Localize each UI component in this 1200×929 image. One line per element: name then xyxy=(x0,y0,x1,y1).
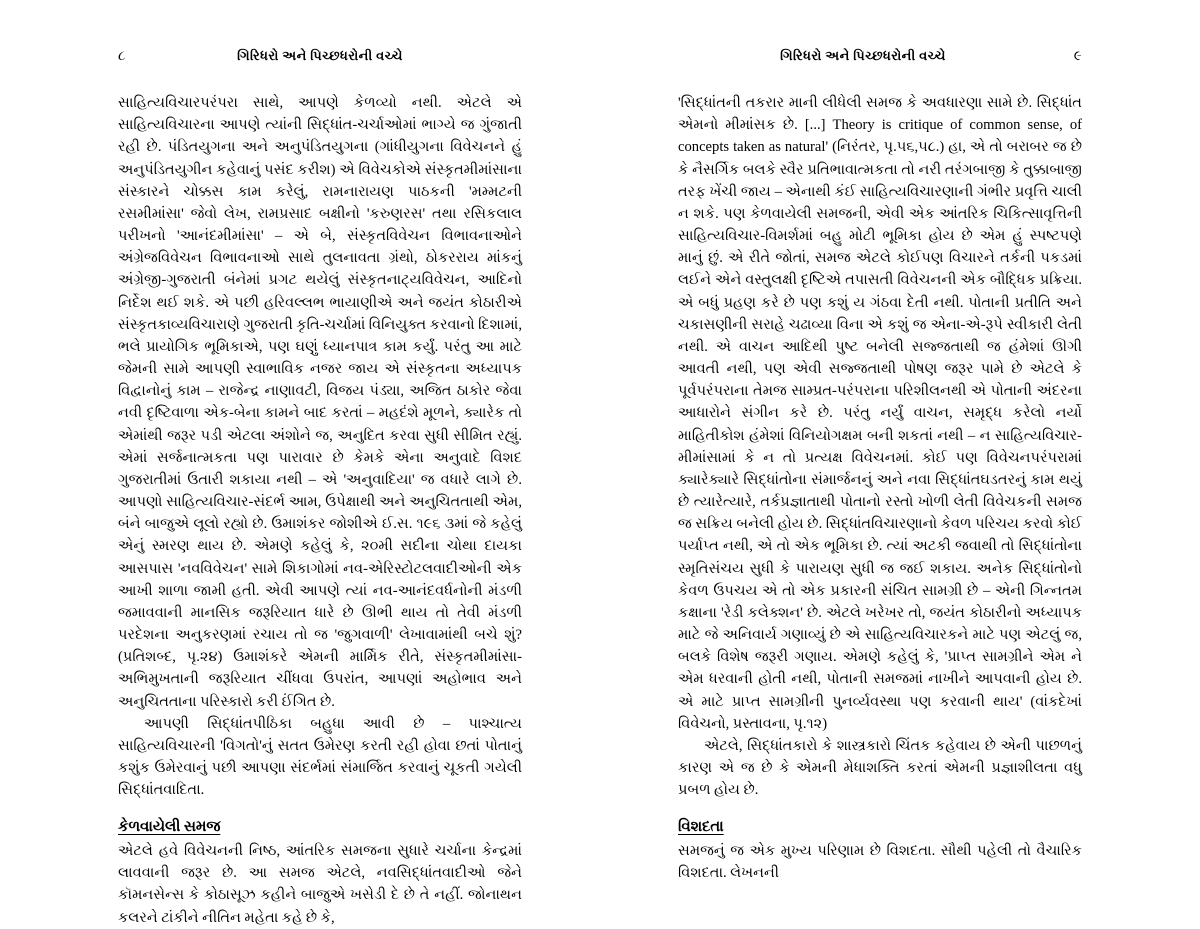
right-page-header xyxy=(678,48,1082,66)
left-page-folio: ૮ xyxy=(118,48,126,63)
paragraph: આપણી સિદ્ધાંતપીઠિકા બહુધા આવી છે – પાશ્ચાત્ય સાહિત્યવિચારની 'વિગતો'નું સતત ઉમેરણ કરતી રહી હોવા છતાં પોતાનું કશુંક ઉમેરવાનું પછી આપણા સંદર્ભમાં સંમાર્જિત કરવાનું ચૂકતી ગયેલી સિદ્ધાંતવાદિતા. xyxy=(118,715,522,799)
right-page-folio: ૯ xyxy=(1073,48,1082,63)
paragraph: સમજનું જ એક મુખ્ય પરિણામ છે વિશદતા. સૌથી પહેલી તો વૈચારિક વિશદતા. લેખનની xyxy=(678,842,1082,882)
right-running-head: ગિરિધરો અને પિચ્છધરોની વચ્ચે xyxy=(780,48,946,63)
section-heading-vishadata: વિશદતા xyxy=(678,818,724,835)
right-page-body xyxy=(678,92,1082,884)
right-page xyxy=(600,0,1200,882)
section-heading-kelvayeli-samaj: કેળવાયેલી સમજ xyxy=(118,818,221,835)
paragraph: એટલે, સિદ્ધાંતકારો કે શાસ્ત્રકારો ચિંતક કહેવાય છે એની પાછળનું કારણ એ જ છે કે એમની મેધાશક્તિ કરતાં એમની પ્રજ્ઞાશીલતા વધુ પ્રબળ હોય છે. xyxy=(678,737,1082,799)
paragraph: સાહિત્યવિચારપરંપરા સાથે, આપણે કેળવ્યો નથી. એટલે એ સાહિત્યવિચારના આપણે ત્યાંની સિદ્ધાંત-ચર્ચાઓમાં ભાગ્યે જ ગુંજાતી રહી છે. પંડિતયુગના અને અનુપંડિતયુગના (ગાંધીયુગના વિવેચનને હું અનુપંડિતયુગીન કહેવાનું પસંદ કરીશ) એ વિવેચકોએ સંસ્કૃતમીમાંસાના સંસ્કારને ચોક્કસ કામ કરેલું, રામનારાયણ પાઠકની 'મમ્મટની રસમીમાંસા' જેવો લેખ, રામપ્રસાદ બક્ષીનો 'કરુણરસ' તથા રસિકલાલ પરીખનો 'આનંદમીમાંસા' – એ બે, સંસ્કૃતવિવેચન વિભાવનાઓને અંગ્રેજવિવેચન વિભાવનાઓ સાથે તુલનાવતા ગ્રંથો, ઠોકરરાય માંકનું અંગ્રેજી-ગુજરાતી બંનેમાં પ્રગટ થયેલું સંસ્કૃતનાટ્યવિવેચન, આદિનો નિર્દેશ થઈ શકે. એ પછી હરિવલ્લભ ભાયાણીએ અને જયંત કોઠારીએ સંસ્કૃતકાવ્યવિચારાણે ગુજરાતી કૃતિ-ચર્ચામાં વિનિયુક્ત કરવાનો દિશામાં, ભલે પ્રાયોગિક ભૂમિકાએ, પણ ઘણું ધ્યાનપાત્ર કામ કર્યું. પરંતુ આ માટે જેમની સામે આપણી સ્વાભાવિક નજર જાય એ સંસ્કૃતના અધ્યાપક વિદ્વાનોનું કામ – રાજેન્દ્ર નાણાવટી, વિજય પંડ્યા, અજિત ઠાકોર જેવા નવી દૃષ્ટિવાળા એક-બેના કામને બાદ કરતાં – મહદંશે મૂળને, ક્યારેક તો એમાંથી જરૂર પડી એટલા અંશોને જ, અનુદિત કરવા સુધી સીમિત રહ્યું. એમાં સર્જનાત્મકતા પણ પારાવાર છે કેમકે એના અનુવાદે વિશદ ગુજરાતીમાં ઉતારી શકાયા નથી – એ 'અનુવાદિયા' જ વધારે લાગે છે. આપણો સાહિત્યવિચાર-સંદર્ભ આમ, ઉપેક્ષાથી અને અનુચિતતાથી એમ, બંને બાજુએ લૂલો રહ્યો છે. ઉમાશંકર જોશીએ ઈ.સ. ૧૯૬ ૩માં જે કહેલું એનું સ્મરણ થાય છે. એમણે કહેલું કે, ૨૦મી સદીના ચોથા દાયકા આસપાસ 'નવવિવેચન' સામે શિકાગોમાં નવ-એરિસ્ટોટલવાદીઓની એક આખી શાળા જામી હતી. એવી આપણે ત્યાં નવ-આનંદવર્ધનોની મંડળી જમાવવાની માનસિક જરૂરિયાત ધારે છે ઊભી થાય તો તેવી મંડળી પરદેશના અનુકરણમાં રચાય તો જ 'જુગવાળી' લેખાવામાંથી બચે શું? (પ્રતિશબ્દ, પૃ.૨૪) ઉમાશંકરે એમની માર્મિક રીતે, સંસ્કૃતમીમાંસા-અભિમુખતાની જરૂરિયાત ચીંધવા ઉપરાંત, આપણાં અહોભાવ અને અનુચિતતાના પરિસ્કારો કરી ઈંગિત છે. xyxy=(118,95,522,710)
paragraph: 'સિદ્ધાંતની તકરાર માની લીધેલી સમજ કે અવધારણા સામે છે. સિદ્ધાંત એમનો મીમાંસક છે. [...] Theory is critique of common sense, of concepts taken as natural' (નિરંતર, પૃ.૫૬,૫૮.) હા, એ તો બરાબર જ છે કે નૈસર્ગિક બલકે સ્વૈર પ્રતિભાવાત્મકતા તો નરી તરંગબાજી કે તુક્કાબાજી તરફ ખેંચી જાય – એનાથી કંઈ સાહિત્યવિચારણાની ગંભીર પ્રવૃત્તિ ચાલી ન શકે. પણ કેળવાયેલી સમજની, એવી એક આંતરિક ચિકિત્સાવૃત્તિની સાહિત્યવિચાર-વિમર્શમાં બહુ મોટી ભૂમિકા હોય છે એમ હું સ્પષ્ટપણે માનું છું. એ રીતે જોતાં, સમજ એટલે કોઈપણ વિચારને તર્કની પકડમાં લઈને એને વસ્તુલક્ષી દૃષ્ટિએ તપાસતી વિવેચનની એક બૌદ્ધિક પ્રક્રિયા. એ બધું પ્રહણ કરે છે પણ કશું ય ગંઠવા દેતી નથી. પોતાની પ્રતીતિ અને ચકાસણીની સરાહે ચઢાવ્યા વિના એ કશું જ એના-એ-રૂપે સ્વીકારી લેતી નથી. એ વાચન આદિથી પુષ્ટ બનેલી સજ્જતાથી જ હંમેશાં ઊગી આવતી નથી, પણ એવી સજ્જતાથી પોષણ જરૂર પામે છે એટલે કે પૂર્વપરંપરાના તેમજ સામ્પ્રત-પરંપરાના પરિશીલનથી એ પોતાની અંદરના આધારોને સંગીન કરે છે. પરંતુ નર્યું વાચન, સમૃદ્ધ કરેલો નર્યો માહિતીકોશ હંમેશાં વિનિયોગક્ષમ બની શકતાં નથી – ન સાહિત્યવિચાર-મીમાંસામાં કે ન તો પ્રત્યક્ષ વિવેચનમાં. કોઈ પણ વિવેચનપરંપરામાં ક્યારેક્યારે સિદ્ધાંતોના સંમાર્જનનું અને નવા સિદ્ધાંતઘડતરનું કામ થયું છે ત્યારેત્યારે, તર્કપ્રજ્ઞાતાથી પોતાનો રસ્તો ખોળી લેતી વિવેચકની સમજ જ સક્રિય બનેલી હોય છે. સિદ્ધાંતવિચારણાનો કેવળ પરિચય કરવો કોઈ પર્યાપ્ત નથી, એ તો એક ભૂમિકા છે. ત્યાં અટકી જવાથી તો સિદ્ધાંતોના સ્મૃતિસંચય સુધી કે પારાયણ સુધી જ જઈ શકાય. અનેક સિદ્ધાંતોનો કેવળ ઉપચય એ તો એક પ્રકારની સંચિત સામગ્રી છે – એની ગિન્નતમ કક્ષાના 'રેડી કલેક્શન' છે. એટલે ખરેખર તો, જયંત કોઠારીનો અધ્યાપક માટે જે અનિવાર્ય ગણાવ્યું છે એ સાહિત્યવિચારકને માટે પણ એટલું જ, બલકે વિશેષ જરૂરી ગણાય. એમણે કહેલું કે, 'પ્રાપ્ત સામગ્રીને એમ ને એમ ધરવાની હોતી નથી, પોતાની સમજમાં નાખીને આપવાની હોય છે. એ માટે પ્રાપ્ત સામગ્રીની પુનર્વ્યવસ્થા પણ કરવાની થાય' (વાંકદેખાં વિવેચનો, પ્રસ્તાવના, પૃ.૧૨) xyxy=(678,95,1082,732)
left-page-header xyxy=(118,48,522,66)
left-running-head: ગિરિધરો અને પિચ્છધરોની વચ્ચે xyxy=(237,48,403,63)
paragraph: એટલે હવે વિવેચનની નિષ્ઠ, આંતરિક સમજના સુધારે ચર્ચાના કેન્દ્રમાં લાવવાની જરૂર છે. આ સમજ એટલે, નવસિદ્ધાંતવાદીઓ જેને કૉમનસેન્સ કે કોઠાસૂઝ કહીને બાજુએ ખસેડી દે છે તે નહીં. જોનાથન કલરને ટાંકીને નીતિન મહેતા કહે છે કે, xyxy=(118,842,522,926)
left-page-body xyxy=(118,92,522,929)
left-page xyxy=(0,0,600,926)
